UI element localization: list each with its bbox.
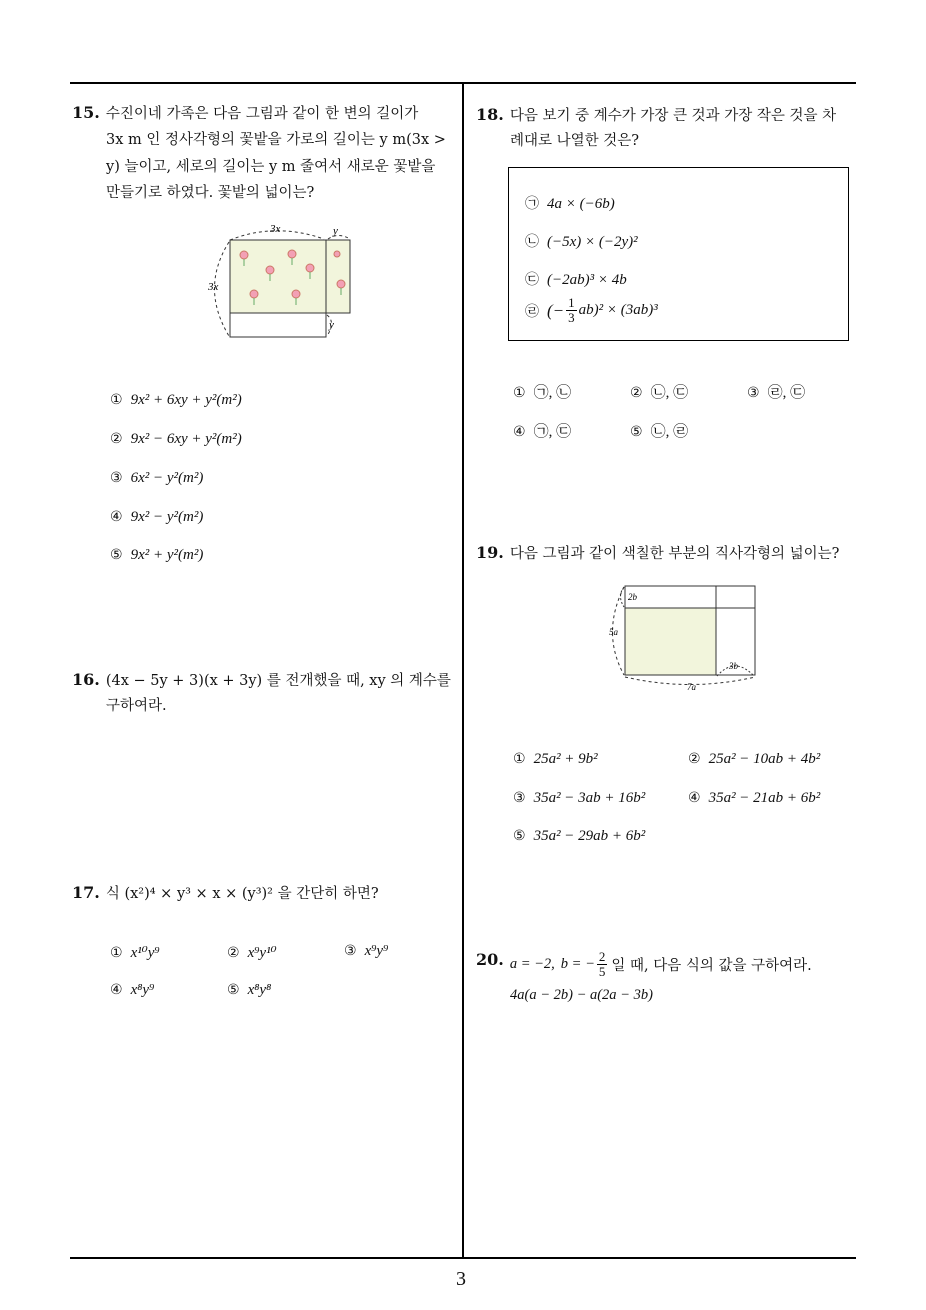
fraction: $\frac{1}{3}$ xyxy=(568,295,575,325)
question-number: 18. xyxy=(476,105,504,124)
option-3[interactable]: ③ x⁹y⁹ xyxy=(344,943,389,959)
label-y-right: y xyxy=(329,319,334,331)
option-1[interactable]: ① x¹⁰y⁹ xyxy=(110,945,160,961)
label-7a: 7a xyxy=(687,682,696,692)
bottom-rule xyxy=(70,1257,856,1259)
question-number: 19. xyxy=(476,543,504,562)
expression: 4a(a − 2b) − a(2a − 3b) xyxy=(510,987,653,1003)
option-5[interactable]: ⑤ ㉡, ㉣ xyxy=(630,424,689,440)
flowerbed-figure xyxy=(200,218,360,343)
option-4[interactable]: ④ ㉠, ㉢ xyxy=(513,424,572,440)
box-item-3: ㉢ (−2ab)³ × 4b xyxy=(525,272,627,288)
label-y-top: y xyxy=(333,225,338,237)
column-divider xyxy=(462,82,464,1258)
question-number: 15. xyxy=(72,103,100,122)
removed-strip xyxy=(230,313,326,337)
option-2[interactable]: ② ㉡, ㉢ xyxy=(630,385,689,401)
box-item-2: ㉡ (−5x) × (−2y)² xyxy=(525,234,638,250)
question-number: 20. xyxy=(476,950,504,969)
option-4[interactable]: ④ 35a² − 21ab + 6b² xyxy=(688,790,821,806)
condition-b: b = − xyxy=(560,956,595,972)
question-text-line: 다음 보기 중 계수가 가장 큰 것과 가장 작은 것을 차 xyxy=(509,108,837,124)
question-text-line: 구하여라. xyxy=(106,698,167,714)
option-5[interactable]: ⑤ 35a² − 29ab + 6b² xyxy=(513,828,646,844)
rectangle-figure xyxy=(605,578,770,698)
question-text: 식 (x²)⁴ × y³ × x × (y³)² 을 간단히 하면? xyxy=(105,886,379,902)
question-text-line: 만들기로 하였다. 꽃밭의 넓이는? xyxy=(106,185,315,201)
option-5[interactable]: ⑤ x⁸y⁸ xyxy=(227,982,272,998)
question-text-line: y) 늘이고, 세로의 길이는 y m 줄여서 새로운 꽃밭을 xyxy=(106,159,436,175)
box-item-1: ㉠ 4a × (−6b) xyxy=(525,196,615,212)
option-3[interactable]: ③ 35a² − 3ab + 16b² xyxy=(513,790,646,806)
option-3[interactable]: ③ 6x² − y²(m²) xyxy=(110,470,204,486)
label-3x-top: 3x xyxy=(270,223,281,235)
option-1[interactable]: ① 9x² + 6xy + y²(m²) xyxy=(110,392,242,408)
choice-box xyxy=(508,167,849,341)
question-number: 16. xyxy=(72,670,100,689)
label-3b: 3b xyxy=(729,661,738,671)
condition-a: a = −2, xyxy=(509,956,555,972)
question-text-line: 수진이네 가족은 다음 그림과 같이 한 변의 길이가 xyxy=(105,106,419,122)
page-number: 3 xyxy=(456,1268,466,1290)
option-5[interactable]: ⑤ 9x² + y²(m²) xyxy=(110,547,204,563)
option-3[interactable]: ③ ㉣, ㉢ xyxy=(747,385,806,401)
fraction: $\frac{2}{5}$ xyxy=(598,949,606,979)
box-item-4: ㉣ (− $\frac{1}{3}$ ab)² × (3ab)³ xyxy=(525,295,658,325)
option-2[interactable]: ② 25a² − 10ab + 4b² xyxy=(688,751,821,767)
label-5a: 5a xyxy=(609,627,618,637)
label-3x-left: 3x xyxy=(208,281,219,293)
question-text-line: 3x m 인 정사각형의 꽃밭을 가로의 길이는 y m(3x > xyxy=(106,132,446,148)
option-4[interactable]: ④ x⁸y⁹ xyxy=(110,982,155,998)
option-2[interactable]: ② 9x² − 6xy + y²(m²) xyxy=(110,431,242,447)
question-number: 17. xyxy=(72,883,100,902)
option-1[interactable]: ① 25a² + 9b² xyxy=(513,751,598,767)
option-2[interactable]: ② x⁹y¹⁰ xyxy=(227,945,277,961)
shaded-rectangle xyxy=(625,608,716,675)
option-4[interactable]: ④ 9x² − y²(m²) xyxy=(110,509,204,525)
option-1[interactable]: ① ㉠, ㉡ xyxy=(513,385,572,401)
question-text-line: (4x − 5y + 3)(x + 3y) 를 전개했을 때, xy 의 계수를 xyxy=(105,673,451,689)
question-text-line: 례대로 나열한 것은? xyxy=(510,133,640,149)
question-text: 다음 그림과 같이 색칠한 부분의 직사각형의 넓이는? xyxy=(509,546,840,562)
question-text: 일 때, 다음 식의 값을 구하여라. xyxy=(611,958,812,974)
label-2b: 2b xyxy=(628,592,637,602)
